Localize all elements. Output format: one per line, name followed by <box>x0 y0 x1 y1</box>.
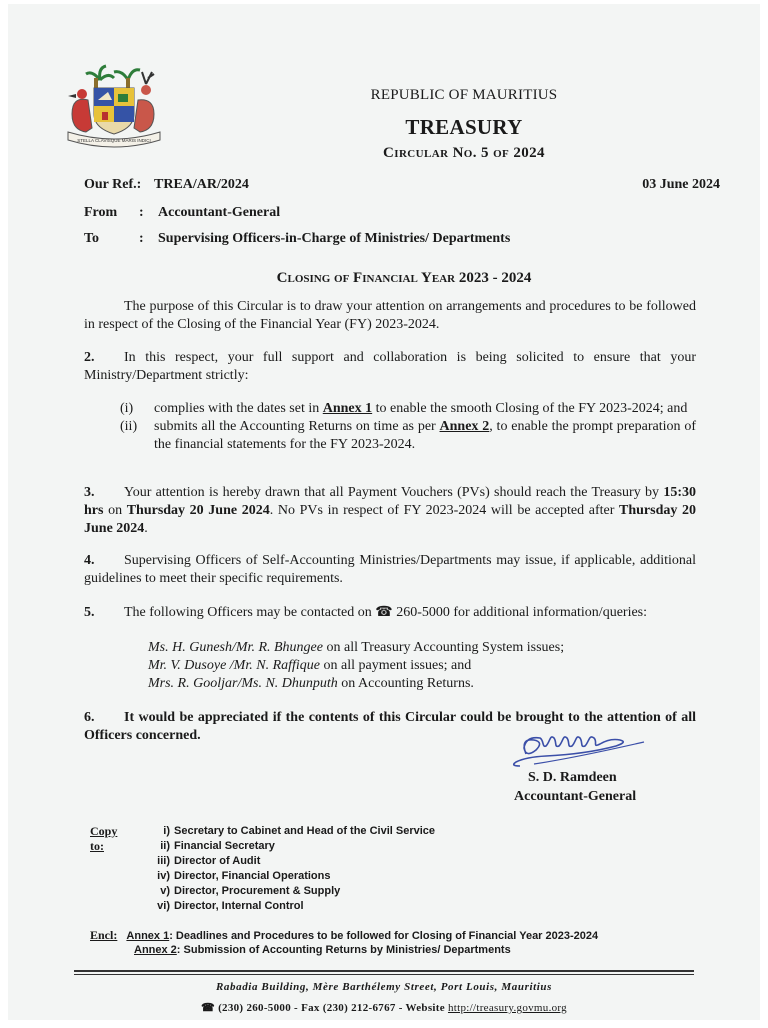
circular-date: 03 June 2024 <box>642 177 720 192</box>
contact-item: Mr. V. Dusoye /Mr. N. Raffique on all payment issues; and <box>148 658 472 673</box>
phone-icon: ☎ <box>375 605 393 620</box>
copy-to-label: Copy to: <box>90 824 118 853</box>
ref-label: Our Ref.: <box>84 177 142 192</box>
from-value: Accountant-General <box>158 205 281 220</box>
treasury-heading: TREASURY <box>405 115 523 139</box>
to-label: To <box>84 231 100 246</box>
footer-divider <box>74 974 694 975</box>
footer-divider <box>74 970 694 972</box>
circular-page: STELLA CLAVISQUE MARIS INDICI REPUBLIC OF MAURITIUS TREASURY Circular No. 5 of 2024 Our Ref.: TREA/AR/2024 03 June 2024 From : Accountant-General To : Supervising Officers-in-Charge of Ministries/ Departments Closing of Financial Year 2023 - 2024 The purpose of this Circular is to draw your attention on arrangements and procedures to be followed in respect of the Closing of the Financial Year (FY) 2023-2024. 2. In this respect, your full support and collaboration is being solicited to ensure that your Ministry/Department strictly: (i) complies with the dates set in Annex 1 to enable the smooth Closing of the FY 2023-2024; and (ii) submits all the Accounting Returns on time as per Annex 2, to enable the prompt preparation of the financial statements for the FY 2023-2024. 3. Your attention is hereby drawn that all Payment Vouchers (PVs) should reach the Treasury by 15:30 hrs on Thursday 20 June 2024. No PVs in respect of FY 2023-2024 will be accepted after Thursday 20 June 2024. 4. Supervising Officers of Self-Accounting Ministries/Departments may issue, if applicable, additional guidelines to meet their specific requirements. 5. The following Officers may be contacted on ☎ 260-5000 for additional information/queries: Ms. H. Gunesh/Mr. R. Bhungee on all Treasury Accounting System issues; Mr. V. Dusoye /Mr. N. Raffique on all payment issues; and Mrs. R. Gooljar/Ms. N. Dhunputh on Accounting Returns. 6. It would be appreciated if the contents of this Circular could be brought to the attention of all Officers concerned. S. D. Ramdeen Accountant-General Copy to: i) Secretary to Cabinet and Head of the Civil Service ii) Financial Secretary iii) Director of Audit iv) Director, Financial Operations v) Director, Procurement & Supply vi) Director, Internal Control Encl: Annex 1: Deadlines and Procedures to be followed for Closing of Financial Year 2023-2024 Annex 2: Submission of Accounting Returns by Ministries/ Departments Rabadia Building, Mère Barthélemy Street, Port Louis, Mauritius ☎ (230) 260-5000 - Fax (230) 212-6767 - Website http://treasury.govmu.org <box>8 4 760 1020</box>
contact-item: Ms. H. Gunesh/Mr. R. Bhungee on all Treasury Accounting System issues; <box>148 640 565 655</box>
annex-1-link[interactable]: Annex 1 <box>322 401 373 416</box>
to-colon: : <box>139 231 144 246</box>
svg-text:STELLA CLAVISQUE MARIS INDICI: STELLA CLAVISQUE MARIS INDICI <box>77 138 151 143</box>
phone-icon: ☎ <box>201 1002 216 1014</box>
paragraph-5: 5. The following Officers may be contacted on ☎ 260-5000 for additional information/queries: <box>84 605 648 620</box>
reference-line <box>84 177 684 197</box>
from-colon: : <box>139 205 144 220</box>
paragraph-4: 4. Supervising Officers of Self-Accounting Ministries/Departments may issue, if applicable, additional guidelines to meet their specific requirements. <box>84 553 696 586</box>
to-line <box>84 231 684 251</box>
signatory-title: Accountant-General <box>514 789 637 804</box>
paragraph-number: 2. <box>84 350 95 365</box>
republic-heading: REPUBLIC OF MAURITIUS <box>370 87 558 103</box>
contact-item: Mrs. R. Gooljar/Ms. N. Dhunputh on Accounting Returns. <box>148 676 474 691</box>
paragraph-1: The purpose of this Circular is to draw your attention on arrangements and procedures to be followed in respect of the Closing of the Financial Year (FY) 2023-2024. <box>84 299 696 332</box>
subject-heading: Closing of Financial Year 2023 - 2024 <box>276 270 532 286</box>
enclosures <box>90 928 598 958</box>
footer-contact: ☎ (230) 260-5000 - Fax (230) 212-6767 - Website http://treasury.govmu.org <box>201 1002 567 1014</box>
annex-2-link[interactable]: Annex 2 <box>439 419 490 434</box>
list-item: Annex 2: Submission of Accounting Returns by Ministries/ Departments <box>134 944 511 956</box>
from-line <box>84 205 684 225</box>
list-item: (ii) submits all the Accounting Returns on time as per Annex 2, to enable the prompt preparation of the financial statements for the FY 2023-2024. <box>120 419 696 452</box>
signatory-name: S. D. Ramdeen <box>528 770 617 785</box>
annex-1-link[interactable]: Annex 1 <box>126 930 170 942</box>
list-item: Encl: Annex 1: Deadlines and Procedures to be followed for Closing of Financial Year 2023-2024 <box>90 928 599 942</box>
annex-2-link[interactable]: Annex 2 <box>134 944 177 956</box>
paragraph-6: 6. It would be appreciated if the contents of this Circular could be brought to the attention of all Officers concerned. <box>84 710 696 743</box>
website-link[interactable]: http://treasury.govmu.org <box>447 1002 567 1014</box>
enclosure-label: Encl: <box>90 928 118 942</box>
list-item: (i) complies with the dates set in Annex 1 to enable the smooth Closing of the FY 2023-2024; and <box>120 401 688 416</box>
handwritten-signature <box>504 720 654 776</box>
circular-number: Circular No. 5 of 2024 <box>383 145 545 161</box>
footer-address: Rabadia Building, Mère Barthélemy Street, Port Louis, Mauritius <box>215 981 553 993</box>
ref-value: TREA/AR/2024 <box>154 177 249 192</box>
paragraph-2: 2. In this respect, your full support and collaboration is being solicited to ensure that your Ministry/Department strictly: <box>84 350 696 383</box>
compliance-list <box>120 400 696 454</box>
to-value: Supervising Officers-in-Charge of Ministries/ Departments <box>158 231 511 246</box>
from-label: From <box>84 205 118 220</box>
contact-list <box>148 639 564 693</box>
paragraph-3: 3. Your attention is hereby drawn that all Payment Vouchers (PVs) should reach the Treasury by 15:30 hrs on Thursday 20 June 2024. No PVs in respect of FY 2023-2024 will be accepted after Thursday 20 June 2024. <box>84 485 696 536</box>
